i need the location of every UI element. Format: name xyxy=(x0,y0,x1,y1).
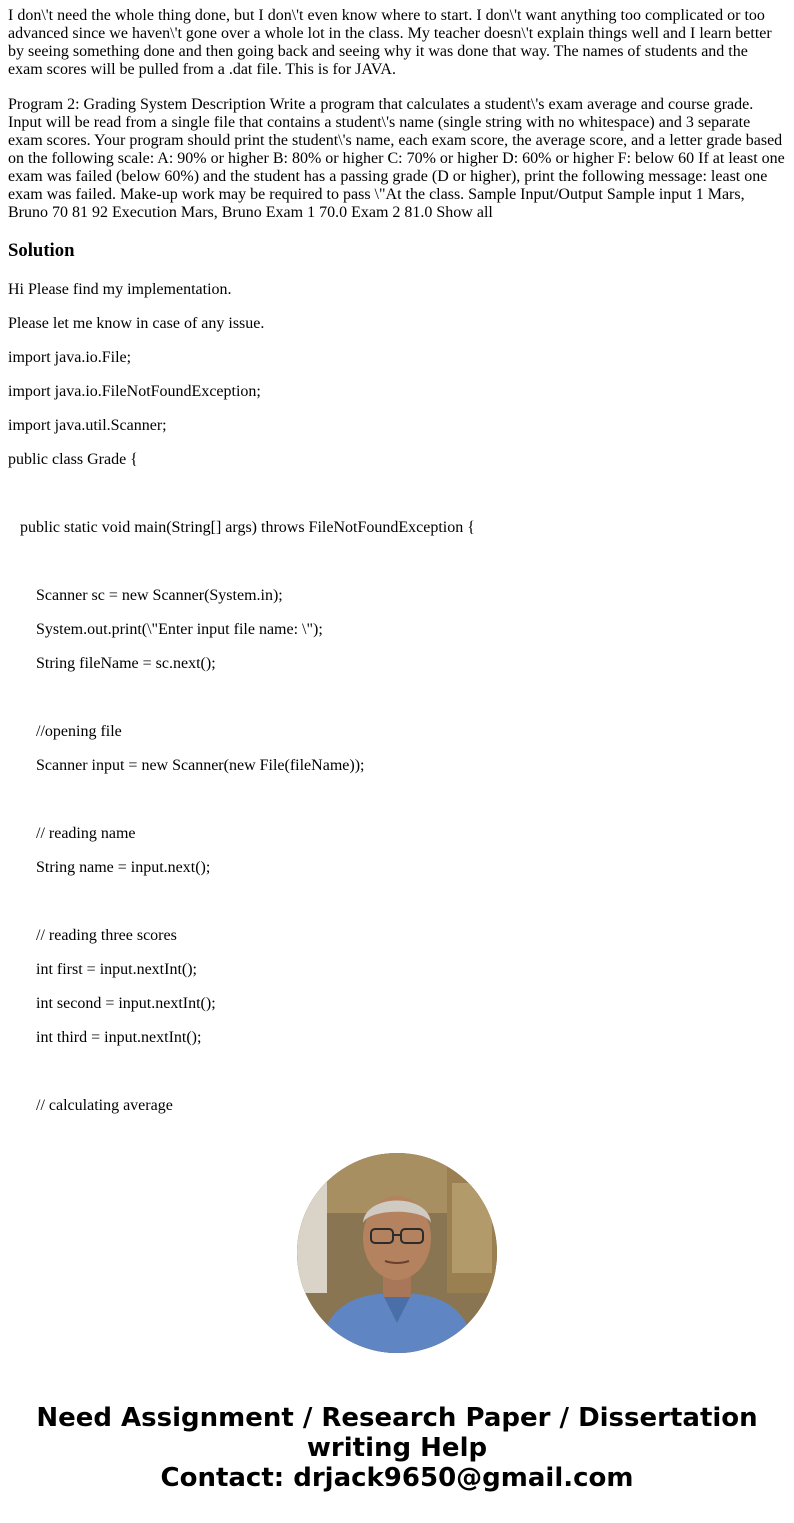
code-line: int third = input.nextInt(); xyxy=(8,1029,202,1046)
code-line: //opening file xyxy=(8,723,122,740)
code-line: Scanner input = new Scanner(new File(fileName)); xyxy=(8,757,365,774)
code-line: int first = input.nextInt(); xyxy=(8,961,197,978)
code-line: int second = input.nextInt(); xyxy=(8,995,216,1012)
portrait-illustration xyxy=(297,1153,497,1353)
solution-line: Please let me know in case of any issue. xyxy=(8,315,265,332)
code-line: // reading name xyxy=(8,825,136,842)
promo-line: Need Assignment / Research Paper / Dissertation xyxy=(36,1403,758,1433)
code-line: // calculating average xyxy=(8,1097,173,1114)
tutor-avatar-photo xyxy=(297,1153,497,1353)
code-line: public class Grade { xyxy=(8,451,138,468)
question-intro: I don\'t need the whole thing done, but I don\'t even know where to start. I don\'t want anything too complicated or too advanced since we haven\'t gone over a whole lot in the class. My teacher doesn\'t explain things well and I learn better by seeing something done and then going back and seeing why it was done that way. The names of students and the exam scores will be pulled from a .dat file. This is for JAVA. xyxy=(8,7,772,78)
question-program: Program 2: Grading System Description Write a program that calculates a student\'s exam average and course grade. Input will be read from a single file that contains a student\'s name (single string with no whitespace) and 3 separate exam scores. Your program should print the student\'s name, each exam score, the average score, and a letter grade based on the following scale: A: 90% or higher B: 80% or higher C: 70% or higher D: 60% or higher F: below 60 If at least one exam was failed (below 60%) and the student has a passing grade (D or higher), print the following message: least one exam was failed. Make-up work may be required to pass \"At the class. Sample Input/Output Sample input 1 Mars, Bruno 70 81 92 Execution Mars, Bruno Exam 1 70.0 Exam 2 81.0 Show all xyxy=(8,96,785,221)
promo-banner xyxy=(0,1403,794,1493)
promo-line: writing Help xyxy=(306,1433,488,1463)
code-line: System.out.print(\"Enter input file name: \"); xyxy=(8,621,323,638)
code-line: import java.io.FileNotFoundException; xyxy=(8,383,261,400)
code-line: import java.util.Scanner; xyxy=(8,417,167,434)
solution-line: Hi Please find my implementation. xyxy=(8,281,232,298)
promo-contact: Contact: drjack9650@gmail.com xyxy=(160,1463,634,1493)
code-line: // reading three scores xyxy=(8,927,177,944)
code-line: public static void main(String[] args) throws FileNotFoundException { xyxy=(8,519,475,536)
code-line: String fileName = sc.next(); xyxy=(8,655,216,672)
code-line: Scanner sc = new Scanner(System.in); xyxy=(8,587,283,604)
code-line: String name = input.next(); xyxy=(8,859,211,876)
code-line: import java.io.File; xyxy=(8,349,132,366)
solution-heading: Solution xyxy=(8,240,75,261)
